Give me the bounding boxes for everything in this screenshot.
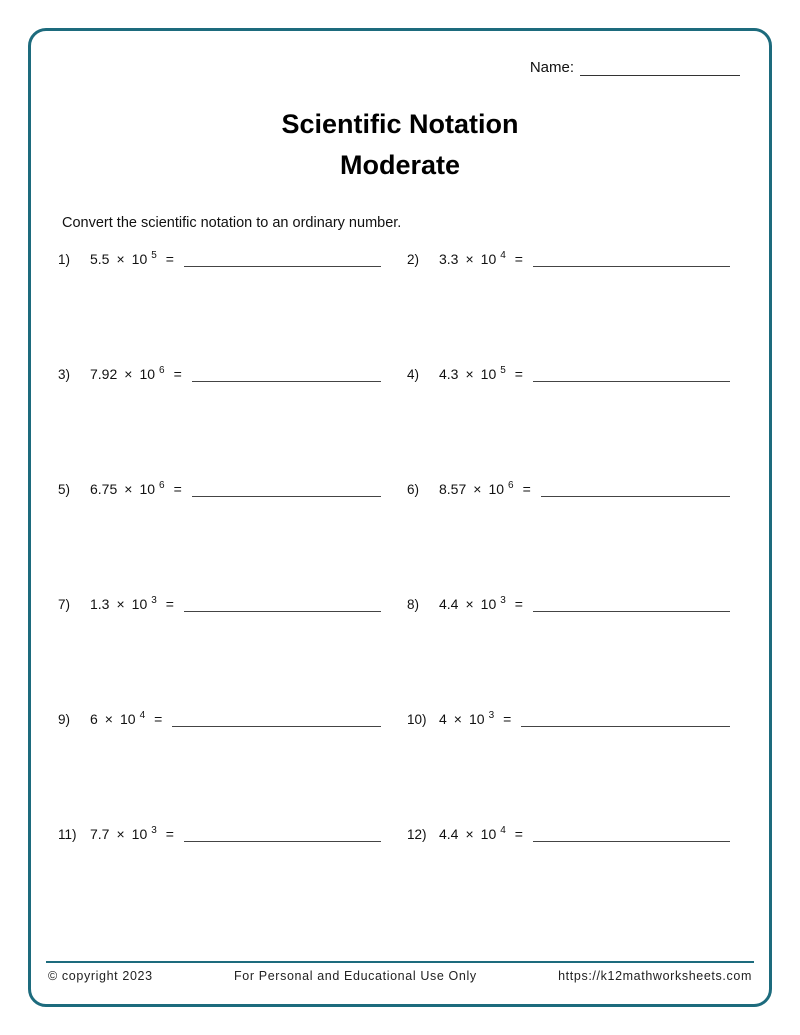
answer-blank[interactable] — [533, 824, 730, 842]
problem-number: 4) — [407, 367, 420, 382]
answer-blank[interactable] — [184, 594, 381, 612]
problem-item — [58, 248, 381, 267]
base-ten: 10 — [480, 251, 497, 267]
answer-blank[interactable] — [192, 479, 381, 497]
base-ten: 10 — [131, 596, 148, 612]
multiply-symbol: × — [124, 481, 133, 497]
name-blank[interactable] — [580, 58, 740, 76]
multiply-symbol: × — [465, 251, 474, 267]
exponent: 3 — [500, 595, 506, 606]
problem-item — [58, 708, 381, 727]
problem-item — [58, 478, 381, 497]
problem-number: 1) — [58, 252, 71, 267]
problem-expression — [90, 826, 174, 842]
answer-blank[interactable] — [533, 594, 730, 612]
coefficient: 4.4 — [439, 826, 459, 842]
base-ten: 10 — [488, 481, 505, 497]
coefficient: 3.3 — [439, 251, 459, 267]
answer-blank[interactable] — [541, 479, 730, 497]
base-ten: 10 — [468, 711, 485, 727]
answer-blank[interactable] — [533, 364, 730, 382]
problem-expression — [439, 826, 523, 842]
coefficient: 7.92 — [90, 366, 118, 382]
equals-symbol: = — [173, 481, 182, 497]
base-ten: 10 — [119, 711, 136, 727]
problem-item — [407, 708, 730, 727]
equals-symbol: = — [503, 711, 512, 727]
exponent: 3 — [151, 825, 157, 836]
problem-expression — [439, 711, 511, 727]
footer-url[interactable]: https://k12mathworksheets.com — [558, 969, 752, 983]
coefficient: 1.3 — [90, 596, 110, 612]
multiply-symbol: × — [116, 251, 125, 267]
exponent: 4 — [500, 250, 506, 261]
answer-blank[interactable] — [184, 824, 381, 842]
multiply-symbol: × — [104, 711, 113, 727]
name-row — [530, 58, 740, 76]
coefficient: 5.5 — [90, 251, 110, 267]
problem-number: 7) — [58, 597, 71, 612]
coefficient: 6.75 — [90, 481, 118, 497]
exponent: 4 — [500, 825, 506, 836]
problem-expression — [90, 711, 162, 727]
problem-number: 11) — [58, 827, 77, 842]
coefficient: 4 — [439, 711, 447, 727]
exponent: 3 — [488, 710, 495, 721]
base-ten: 10 — [139, 366, 156, 382]
name-label: Name: — [529, 59, 574, 76]
problem-number: 3) — [58, 367, 71, 382]
exponent: 5 — [500, 365, 506, 376]
answer-blank[interactable] — [521, 709, 730, 727]
problem-number: 12) — [407, 827, 427, 842]
multiply-symbol: × — [465, 826, 474, 842]
problem-number: 2) — [407, 252, 420, 267]
multiply-symbol: × — [465, 596, 474, 612]
equals-symbol: = — [522, 481, 531, 497]
problem-item — [407, 248, 730, 267]
multiply-symbol: × — [124, 366, 133, 382]
problem-expression — [90, 596, 174, 612]
equals-symbol: = — [154, 711, 163, 727]
equals-symbol: = — [514, 251, 523, 267]
answer-blank[interactable] — [533, 249, 730, 267]
exponent: 6 — [508, 480, 514, 491]
coefficient: 7.7 — [90, 826, 110, 842]
worksheet-title — [0, 104, 800, 186]
footer-divider — [46, 961, 754, 963]
coefficient: 8.57 — [439, 481, 467, 497]
problem-number: 8) — [407, 597, 420, 612]
problem-number: 6) — [407, 482, 420, 497]
problem-item — [407, 823, 730, 842]
base-ten: 10 — [480, 366, 497, 382]
problem-expression — [439, 366, 523, 382]
worksheet-title-line2: Moderate — [339, 150, 461, 180]
worksheet-title-line1: Scientific Notation — [281, 109, 519, 139]
exponent: 3 — [151, 595, 157, 606]
problem-item — [58, 363, 381, 382]
problem-expression — [90, 251, 174, 267]
equals-symbol: = — [514, 826, 523, 842]
answer-blank[interactable] — [192, 364, 381, 382]
multiply-symbol: × — [116, 826, 125, 842]
problem-item — [407, 593, 730, 612]
base-ten: 10 — [131, 251, 148, 267]
problem-expression — [439, 481, 531, 497]
problem-expression — [439, 251, 523, 267]
multiply-symbol: × — [453, 711, 462, 727]
problem-expression — [439, 596, 523, 612]
equals-symbol: = — [165, 596, 174, 612]
base-ten: 10 — [139, 481, 156, 497]
instruction-text: Convert the scientific notation to an ordinary number. — [62, 215, 402, 231]
exponent: 6 — [159, 480, 165, 491]
footer-usage: For Personal and Educational Use Only — [234, 969, 477, 983]
multiply-symbol: × — [465, 366, 474, 382]
problem-item — [58, 593, 381, 612]
equals-symbol: = — [165, 251, 174, 267]
coefficient: 4.4 — [439, 596, 459, 612]
exponent: 4 — [139, 710, 146, 721]
footer — [48, 969, 752, 983]
answer-blank[interactable] — [184, 249, 381, 267]
equals-symbol: = — [514, 596, 523, 612]
problems-grid — [58, 248, 730, 938]
equals-symbol: = — [165, 826, 174, 842]
problem-number: 10) — [407, 712, 427, 727]
equals-symbol: = — [173, 366, 182, 382]
coefficient: 6 — [90, 711, 98, 727]
problem-item — [407, 363, 730, 382]
equals-symbol: = — [514, 366, 523, 382]
problem-item — [58, 823, 381, 842]
answer-blank[interactable] — [172, 709, 381, 727]
exponent: 5 — [151, 250, 157, 261]
problem-expression — [90, 366, 182, 382]
problem-number: 5) — [58, 482, 71, 497]
problem-expression — [90, 481, 182, 497]
coefficient: 4.3 — [439, 366, 459, 382]
multiply-symbol: × — [116, 596, 125, 612]
base-ten: 10 — [480, 826, 497, 842]
base-ten: 10 — [480, 596, 497, 612]
footer-copyright: © copyright 2023 — [48, 969, 153, 983]
problem-item — [407, 478, 730, 497]
exponent: 6 — [159, 365, 165, 376]
problem-number: 9) — [58, 712, 71, 727]
base-ten: 10 — [131, 826, 148, 842]
multiply-symbol: × — [473, 481, 482, 497]
